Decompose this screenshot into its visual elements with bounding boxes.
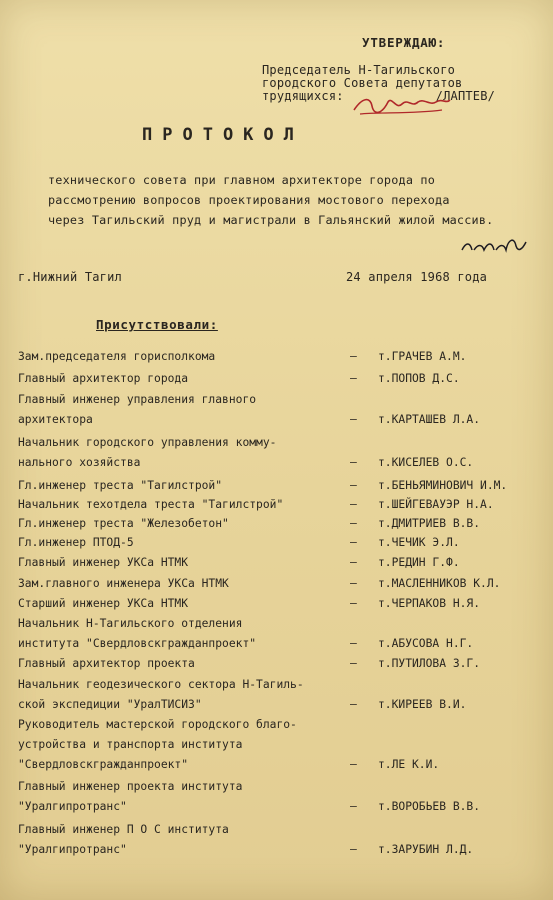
attendee-row: Главный архитектор города – т.ПОПОВ Д.С. [18, 372, 460, 385]
subtitle-line-1: технического совета при главном архитекторе города по [48, 173, 436, 187]
approver-line-1: Председатель Н-Тагильского [262, 63, 456, 77]
attendee-row: Зам.председателя горисполкома – т.ГРАЧЕВ А.М. [18, 350, 467, 363]
attendee-row: Руководитель мастерской городского благо- устройства и транспорта института "Свердловскгражданпроект" – т.ЛЕ К.И. [18, 718, 440, 771]
document-title: ПРОТОКОЛ [142, 125, 304, 145]
attendee-row: Гл.инженер ПТОД-5 – т.ЧЕЧИК Э.Л. [18, 536, 460, 549]
handwritten-resolution [460, 232, 530, 260]
document-date: 24 апреля 1968 года [346, 270, 488, 284]
attendee-row: Главный архитектор проекта – т.ПУТИЛОВА З.Г. [18, 657, 481, 670]
subtitle-line-2: рассмотрению вопросов проектирования мостового перехода [48, 193, 450, 207]
attendee-row: Начальник Н-Тагильского отделения института "Свердловскгражданпроект" – т.АБУСОВА Н.Г. [18, 617, 474, 650]
attendee-row: Гл.инженер треста "Тагилстрой" – т.БЕНЬЯМИНОВИЧ И.М. [18, 479, 508, 492]
handwritten-signature [352, 92, 452, 120]
attendee-row: Начальник техотдела треста "Тагилстрой" – т.ШЕЙГЕВАУЭР Н.А. [18, 498, 494, 511]
attendee-row: Зам.главного инженера УКСа НТМК – т.МАСЛЕННИКОВ К.Л. [18, 577, 501, 590]
attendee-row: Главный инженер П О С института "Уралгипротранс" – т.ЗАРУБИН Л.Д. [18, 823, 474, 856]
document-subtitle [48, 170, 493, 230]
attendees-heading: Присутствовали: [96, 317, 218, 332]
document-place: г.Нижний Тагил [18, 270, 122, 284]
attendee-row: Главный инженер управления главного архитектора – т.КАРТАШЕВ Л.А. [18, 393, 481, 426]
approval-heading: УТВЕРЖДАЮ: [362, 35, 446, 50]
attendee-row: Гл.инженер треста "Железобетон" – т.ДМИТРИЕВ В.В. [18, 517, 481, 530]
approver-line-3: трудящихся: /ЛАПТЕВ/ [262, 89, 496, 103]
attendee-row: Главный инженер проекта института "Уралгипротранс" – т.ВОРОБЬЕВ В.В. [18, 780, 481, 813]
attendee-row: Старший инженер УКСа НТМК – т.ЧЕРПАКОВ Н.Я. [18, 597, 481, 610]
attendee-row: Главный инженер УКСа НТМК – т.РЕДИН Г.Ф. [18, 556, 460, 569]
attendee-row: Начальник геодезического сектора Н-Тагиль- ской экспедиции "УралТИСИЗ" – т.КИРЕЕВ В.И. [18, 678, 467, 711]
subtitle-line-3: через Тагильский пруд и магистрали в Гальянский жилой массив. [48, 213, 494, 227]
approver-line-2: городского Совета депутатов [262, 76, 463, 90]
attendee-row: Начальник городского управления комму- нального хозяйства – т.КИСЕЛЕВ О.С. [18, 436, 474, 469]
approver-surname: /ЛАПТЕВ/ [435, 89, 496, 103]
